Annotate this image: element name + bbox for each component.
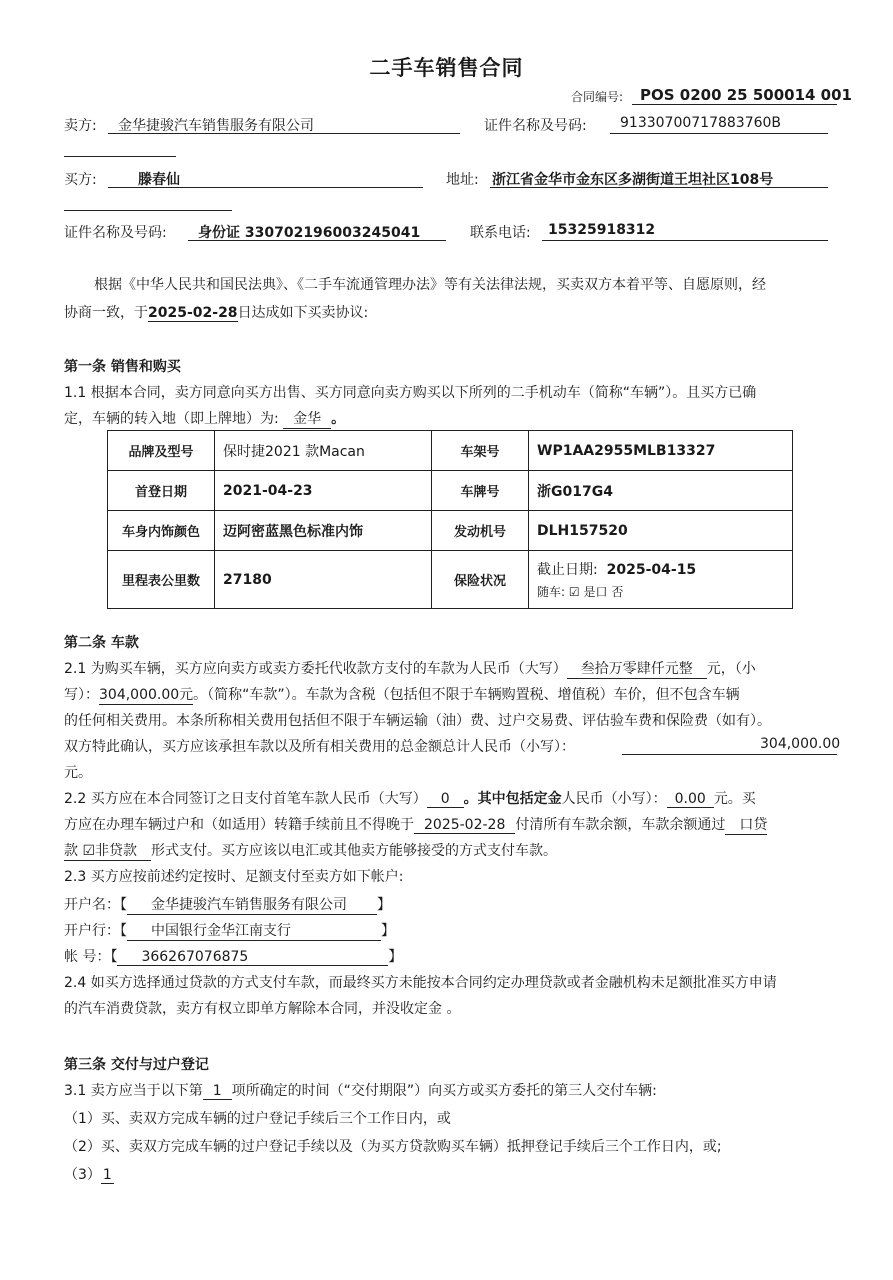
buyer-addr-label: 地址:: [446, 172, 479, 188]
art3-line-1: 3.1 卖方应当于以下第 1 项所确定的时间（“交付期限”）向买方或买方委托的第三人交付车辆:: [64, 1083, 657, 1099]
table-row: 车身内饰颜色 迈阿密蓝黑色标准内饰 发动机号 DLH157520: [108, 511, 793, 551]
account-bank: 中国银行金华江南支行: [127, 920, 381, 941]
vehicle-vin: WP1AA2955MLB13327: [529, 431, 793, 471]
art2-line-2: 写）：304,000.00元。（简称“车款”）。车款为含税（包括但不限于车辆购置税、增值税）车价，但不包含车辆: [64, 684, 740, 705]
registration-place: 金华: [283, 408, 331, 429]
vehicle-engine: DLH157520: [529, 511, 793, 551]
delivery-option: 1: [203, 1083, 232, 1100]
art2-line-5: 元。: [64, 765, 92, 781]
table-row: 里程表公里数 27180 保险状况 截止日期: 2025-04-15 随车: ☑ 是口 否: [108, 551, 793, 609]
art3-item-3: （3） 1: [64, 1167, 112, 1183]
seller-id-value: 91330700717883760B: [620, 115, 782, 131]
article-1-title: 第一条 销售和购买: [64, 359, 181, 375]
vehicle-mileage: 27180: [215, 551, 432, 609]
art3-item-1: （1）买、卖双方完成车辆的过户登记手续后三个工作日内，或: [64, 1111, 451, 1127]
account-name: 金华捷骏汽车销售服务有限公司: [127, 894, 377, 915]
art2-line-9: 2.3 买方应按前述约定按时、足额支付至卖方如下帐户:: [64, 869, 404, 885]
art2-line-6: 2.2 买方应在本合同签订之日支付首笔车款人民币（大写） 0 。其中包括定金人民币（小写）： 0.00 元。买: [64, 791, 756, 807]
contract-no-label: 合同编号:: [571, 90, 624, 104]
seller-label: 卖方:: [64, 118, 97, 134]
seller-name: 金华捷骏汽车销售服务有限公司: [118, 118, 314, 134]
agreement-date: 2025-02-28: [148, 305, 238, 321]
account-number-row: 帐 号：【 366267076875 】: [64, 949, 403, 965]
vehicle-color: 迈阿密蓝黑色标准内饰: [215, 511, 432, 551]
intro-line-1: 根据《中华人民共和国民法典》、《二手车流通管理办法》等有关法律法规，买卖双方本着平等、自愿原则，经: [94, 277, 766, 293]
table-row: 品牌及型号 保时捷2021 款Macan 车架号 WP1AA2955MLB13327: [108, 431, 793, 471]
art1-line-1: 1.1 根据本合同，卖方同意向买方出售、买方同意向卖方购买以下所列的二手机动车（简称“车辆”）。且买方已确: [64, 385, 757, 401]
vehicle-plate: 浙G017G4: [529, 471, 793, 511]
article-2-title: 第二条 车款: [64, 635, 139, 651]
payment-method: 款 ☑非贷款: [64, 840, 151, 861]
art3-item-2: （2）买、卖双方完成车辆的过户登记手续以及（为买方贷款购买车辆）抵押登记手续后三个工作日内，或;: [64, 1139, 722, 1155]
intro-line-2: 协商一致，于2025-02-28日达成如下买卖协议:: [64, 305, 369, 321]
vehicle-table: [107, 430, 793, 609]
art2-line-10: 2.4 如买方选择通过贷款的方式支付车款，而最终买方未能按本合同约定办理贷款或者金融机构未足额批准买方申请: [64, 975, 777, 991]
art2-line-1: 2.1 为购买车辆，买方应向卖方或卖方委托代收款方支付的车款为人民币（大写） 叁拾万零肆仟元整 元，（小: [64, 658, 756, 679]
price-in-figures: 304,000.00元: [99, 684, 193, 705]
deposit-amount: 0.00: [667, 791, 714, 808]
table-row: 首登日期 2021-04-23 车牌号 浙G017G4: [108, 471, 793, 511]
art2-line-4: 双方特此确认，买方应该承担车款以及所有相关费用的总金额总计人民币（小写）：: [64, 739, 575, 755]
buyer-phone-label: 联系电话:: [470, 225, 531, 241]
buyer-addr-value: 浙江省金华市金东区多湖街道王坦社区108号: [492, 172, 774, 188]
seller-id-label: 证件名称及号码:: [484, 118, 587, 134]
art2-line-8: 款 ☑非贷款 形式支付。买方应该以电汇或其他卖方能够接受的方式支付车款。: [64, 840, 557, 861]
balance-deadline: 2025-02-28: [414, 817, 515, 834]
buyer-id-label: 证件名称及号码:: [64, 225, 167, 241]
article-3-title: 第三条 交付与过户登记: [64, 1057, 209, 1073]
vehicle-brand: 保时捷2021 款Macan: [215, 431, 432, 471]
first-payment: 0: [427, 791, 464, 808]
buyer-phone-value: 15325918312: [548, 222, 656, 238]
art2-line-11: 的汽车消费贷款，卖方有权立即单方解除本合同，并没收定金 。: [64, 1001, 461, 1017]
price-in-words: 叁拾万零肆仟元整: [567, 658, 707, 679]
buyer-name: 滕春仙: [138, 172, 180, 188]
art2-line-7: 方应在办理车辆过户和（如适用）转籍手续前且不得晚于 2025-02-28 付清所有车款余额，车款余额通过 口贷: [64, 814, 767, 835]
art2-line-3: 的任何相关费用。本条所称相关费用包括但不限于车辆运输（油）费、过户交易费、评估验车费和保险费（如有）。: [64, 713, 771, 729]
vehicle-reg-date: 2021-04-23: [215, 471, 432, 511]
art1-line-2: 定，车辆的转入地（即上牌地）为: 金华 。: [64, 408, 345, 429]
total-amount: 304,000.00: [760, 736, 841, 752]
contract-title: 二手车销售合同: [369, 56, 524, 80]
buyer-label: 买方:: [64, 172, 97, 188]
account-bank-row: 开户行：【 中国银行金华江南支行 】: [64, 920, 395, 941]
account-name-row: 开户名：【 金华捷骏汽车销售服务有限公司 】: [64, 894, 391, 915]
contract-no-value: POS 0200 25 500014 001: [640, 86, 852, 104]
buyer-id-value: 身份证 330702196003245041: [198, 225, 421, 241]
insurance-status: 截止日期: 2025-04-15 随车: ☑ 是口 否: [529, 551, 793, 609]
account-number: 366267076875: [117, 949, 388, 966]
